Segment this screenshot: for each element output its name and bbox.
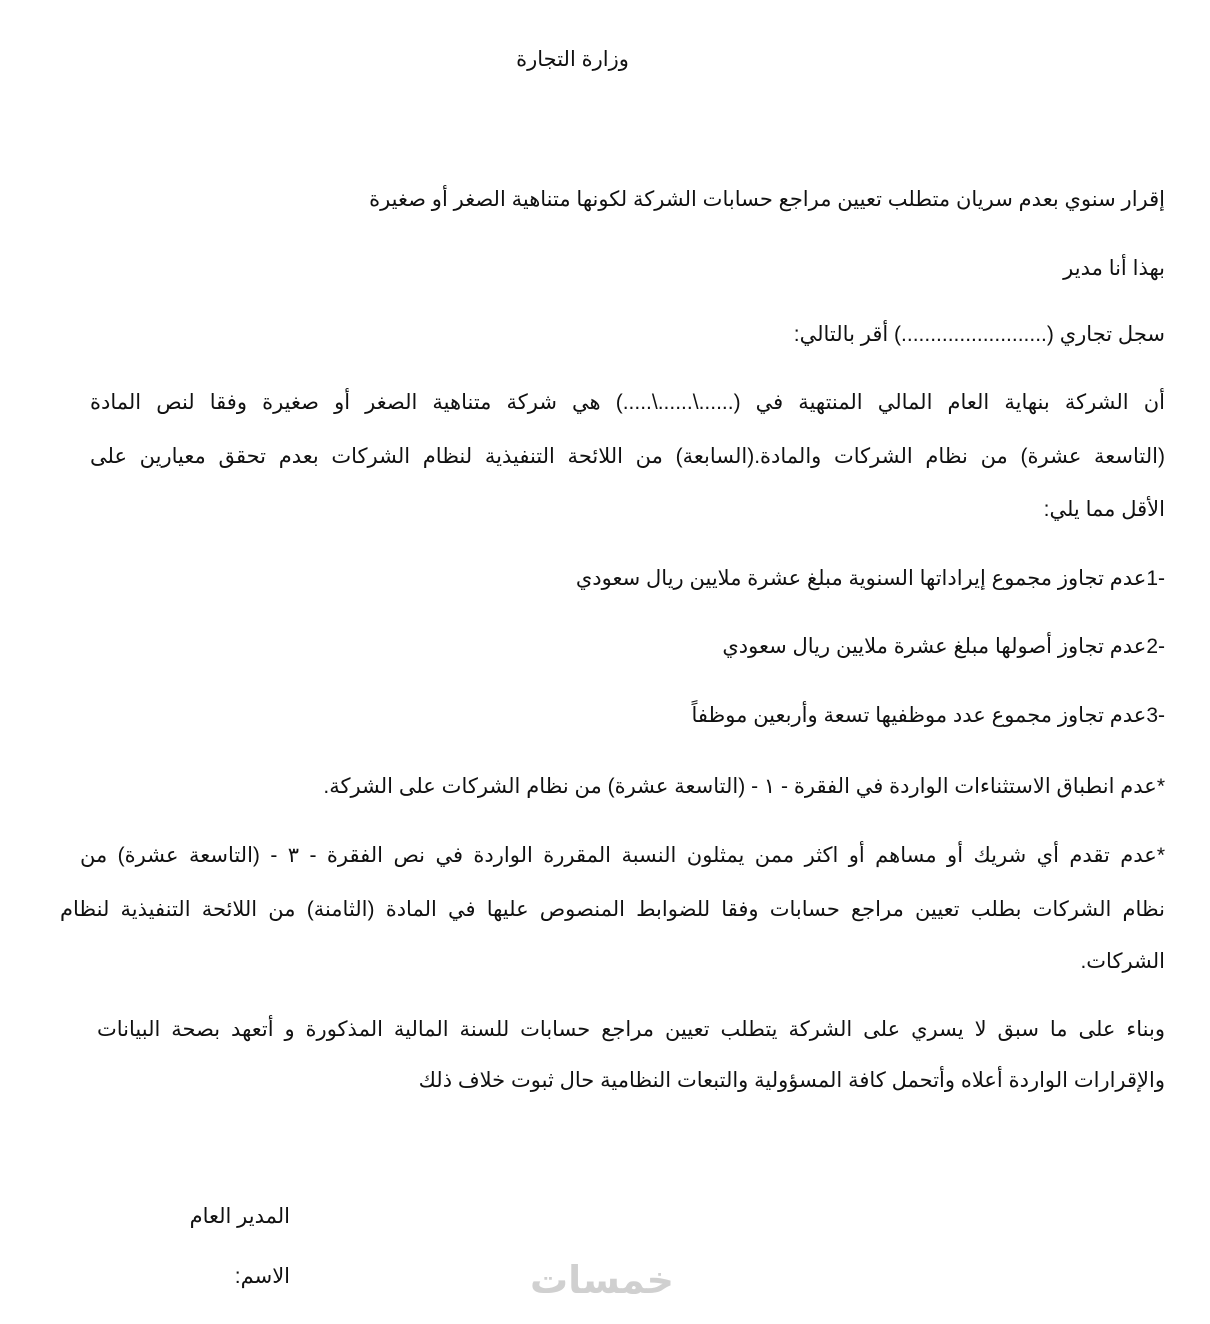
signature-role: المدير العام [189, 1205, 290, 1228]
criterion-3: -3عدم تجاوز مجموع عدد موظفيها تسعة وأربعين موظفاً [691, 704, 1165, 727]
para1-line: أن الشركة بنهاية العام المالي المنتهية في (......\......\.....) هي شركة متناهية الصغر أو صغيرة وفقا لنص المادة [90, 391, 1165, 414]
signature-name-label: الاسم: [234, 1265, 290, 1288]
criterion-1: -1عدم تجاوز مجموع إيراداتها السنوية مبلغ عشرة ملايين ريال سعودي [575, 567, 1165, 590]
para1-line: الأقل مما يلي: [1043, 498, 1165, 521]
document-heading: إقرار سنوي بعدم سريان متطلب تعيين مراجع حسابات الشركة لكونها متناهية الصغر أو صغيرة [369, 188, 1165, 211]
conclusion-line: والإقرارات الواردة أعلاه وأتحمل كافة المسؤولية والتبعات النظامية حال ثبوت خلاف ذلك [418, 1069, 1165, 1092]
manager-line: بهذا أنا مدير [1063, 257, 1165, 280]
ministry-title: وزارة التجارة [516, 48, 629, 71]
note-exceptions: *عدم انطباق الاستثناءات الواردة في الفقرة - ١ - (التاسعة عشرة) من نظام الشركات على الشركة. [323, 775, 1165, 798]
criterion-2: -2عدم تجاوز أصولها مبلغ عشرة ملايين ريال سعودي [722, 635, 1165, 658]
para1-line: (التاسعة عشرة) من نظام الشركات والمادة.(السابعة) من اللائحة التنفيذية لنظام الشركات بعدم تحقق معيارين على [90, 445, 1165, 468]
note2-line: الشركات. [1080, 950, 1165, 973]
note2-line: نظام الشركات بطلب تعيين مراجع حسابات وفقا للضوابط المنصوص عليها في المادة (الثامنة) من اللائحة التنفيذية لنظام [60, 898, 1165, 921]
registry-line: سجل تجاري (.........................) أقر بالتالي: [793, 323, 1165, 346]
conclusion-line: وبناء على ما سبق لا يسري على الشركة يتطلب تعيين مراجع حسابات للسنة المالية المذكورة و أتعهد بصحة البيانات [97, 1018, 1165, 1041]
note2-line: *عدم تقدم أي شريك أو مساهم أو اكثر ممن يمثلون النسبة المقررة الواردة في نص الفقرة - ٣ - (التاسعة عشرة) من [80, 844, 1165, 867]
watermark-logo: خمسات [530, 1258, 674, 1302]
